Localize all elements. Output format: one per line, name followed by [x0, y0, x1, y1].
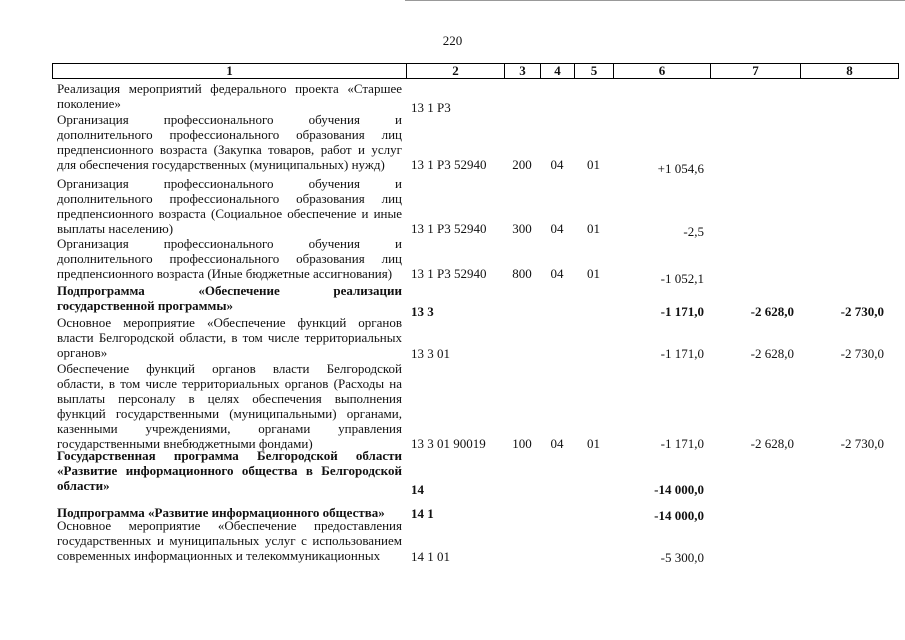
top-rule [405, 0, 905, 1]
row-3-pr: 01 [587, 221, 600, 236]
row-6-desc-line-2: власти Белгородской области, в том числе территориальных [57, 330, 402, 345]
row-10-desc-line-2: государственных и муниципальных услуг с использованием [57, 533, 402, 548]
row-8-desc-line-3: области» [57, 478, 110, 493]
row-7-vr: 100 [512, 436, 532, 451]
row-2-desc-line-3: предпенсионного возраста (Закупка товаров, работ и услуг [57, 142, 402, 157]
row-3-code: 13 1 Р3 52940 [411, 221, 487, 236]
row-7-desc-line-6: государственными внебюджетными фондами) [57, 436, 313, 451]
row-7-col7: -2 628,0 [750, 436, 794, 451]
row-7-desc-line-4: функций государственными (муниципальными) органами, [57, 406, 402, 421]
row-6-code: 13 3 01 [411, 346, 450, 361]
row-3-desc-line-3: предпенсионного возраста (Социальное обеспечение и иные [57, 206, 402, 221]
row-8-desc-line-1: Государственная программа Белгородской области [57, 448, 402, 463]
row-1-desc-line-2: поколение» [57, 96, 121, 111]
row-3-vr: 300 [512, 221, 532, 236]
row-2-rz: 04 [550, 157, 564, 172]
row-8-code: 14 [411, 482, 424, 497]
row-6-col6: -1 171,0 [660, 346, 704, 361]
row-5-col7: -2 628,0 [750, 304, 794, 319]
row-9-code: 14 1 [411, 506, 434, 521]
row-5-desc-line-1: Подпрограмма «Обеспечение реализации [57, 283, 402, 298]
header-cell-8: 8 [800, 63, 899, 79]
row-4-rz: 04 [550, 266, 564, 281]
header-cell-5: 5 [574, 63, 614, 79]
row-5-col8: -2 730,0 [840, 304, 884, 319]
row-2-desc-line-4: для обеспечения государственных (муниципальных) нужд) [57, 157, 385, 172]
row-8-desc-line-2: «Развитие информационного общества в Белгородской [57, 463, 402, 478]
row-4-code: 13 1 Р3 52940 [411, 266, 487, 281]
row-5-col6: -1 171,0 [660, 304, 704, 319]
row-2-code: 13 1 Р3 52940 [411, 157, 487, 172]
row-3-desc-line-2: дополнительного профессионального образования лиц [57, 191, 402, 206]
header-cell-3: 3 [504, 63, 541, 79]
row-3-desc-line-1: Организация профессионального обучения и [57, 176, 402, 191]
row-7-desc-line-2: области, в том числе территориальных органов (Расходы на [57, 376, 402, 391]
row-9-col6: -14 000,0 [654, 508, 704, 523]
row-10-col6: -5 300,0 [660, 550, 704, 565]
row-3-desc-line-4: выплаты населению) [57, 221, 174, 236]
row-2-vr: 200 [512, 157, 532, 172]
row-6-col8: -2 730,0 [840, 346, 884, 361]
row-4-desc-line-2: дополнительного профессионального образования лиц [57, 251, 402, 266]
row-6-desc-line-3: органов» [57, 345, 108, 360]
row-7-rz: 04 [550, 436, 564, 451]
header-cell-1: 1 [52, 63, 407, 79]
row-7-col8: -2 730,0 [840, 436, 884, 451]
row-9-desc-line-1: Подпрограмма «Развитие информационного общества» [57, 505, 385, 520]
row-6-desc-line-1: Основное мероприятие «Обеспечение функций органов [57, 315, 402, 330]
header-cell-6: 6 [613, 63, 711, 79]
row-10-desc-line-3: современных информационных и телекоммуникационных [57, 548, 381, 563]
row-4-desc-line-3: предпенсионного возраста (Иные бюджетные ассигнования) [57, 266, 393, 281]
header-cell-2: 2 [406, 63, 505, 79]
row-6-col7: -2 628,0 [750, 346, 794, 361]
row-1-code: 13 1 Р3 [411, 100, 451, 115]
row-7-desc-line-5: казенными учреждениями, органами управления [57, 421, 402, 436]
row-10-desc-line-1: Основное мероприятие «Обеспечение предоставления [57, 518, 402, 533]
row-8-col6: -14 000,0 [654, 482, 704, 497]
row-7-col6: -1 171,0 [660, 436, 704, 451]
row-7-desc-line-1: Обеспечение функций органов власти Белгородской [57, 361, 402, 376]
row-2-col6: +1 054,6 [657, 161, 704, 176]
row-10-code: 14 1 01 [411, 549, 450, 564]
row-3-rz: 04 [550, 221, 564, 236]
row-4-col6: -1 052,1 [660, 271, 704, 286]
row-4-pr: 01 [587, 266, 600, 281]
row-7-desc-line-3: выплаты персоналу в целях обеспечения выполнения [57, 391, 402, 406]
row-2-desc-line-2: дополнительного профессионального образования лиц [57, 127, 402, 142]
row-2-pr: 01 [587, 157, 600, 172]
row-4-desc-line-1: Организация профессионального обучения и [57, 236, 402, 251]
page-number: 220 [442, 33, 463, 48]
row-5-code: 13 3 [411, 304, 434, 319]
row-7-code: 13 3 01 90019 [411, 436, 486, 451]
row-7-pr: 01 [587, 436, 600, 451]
row-4-vr: 800 [512, 266, 532, 281]
header-cell-4: 4 [540, 63, 575, 79]
row-5-desc-line-2: государственной программы» [57, 298, 234, 313]
header-cell-7: 7 [710, 63, 801, 79]
row-1-desc-line-1: Реализация мероприятий федерального проекта «Старшее [57, 81, 402, 96]
row-2-desc-line-1: Организация профессионального обучения и [57, 112, 402, 127]
row-3-col6: -2,5 [683, 224, 704, 239]
